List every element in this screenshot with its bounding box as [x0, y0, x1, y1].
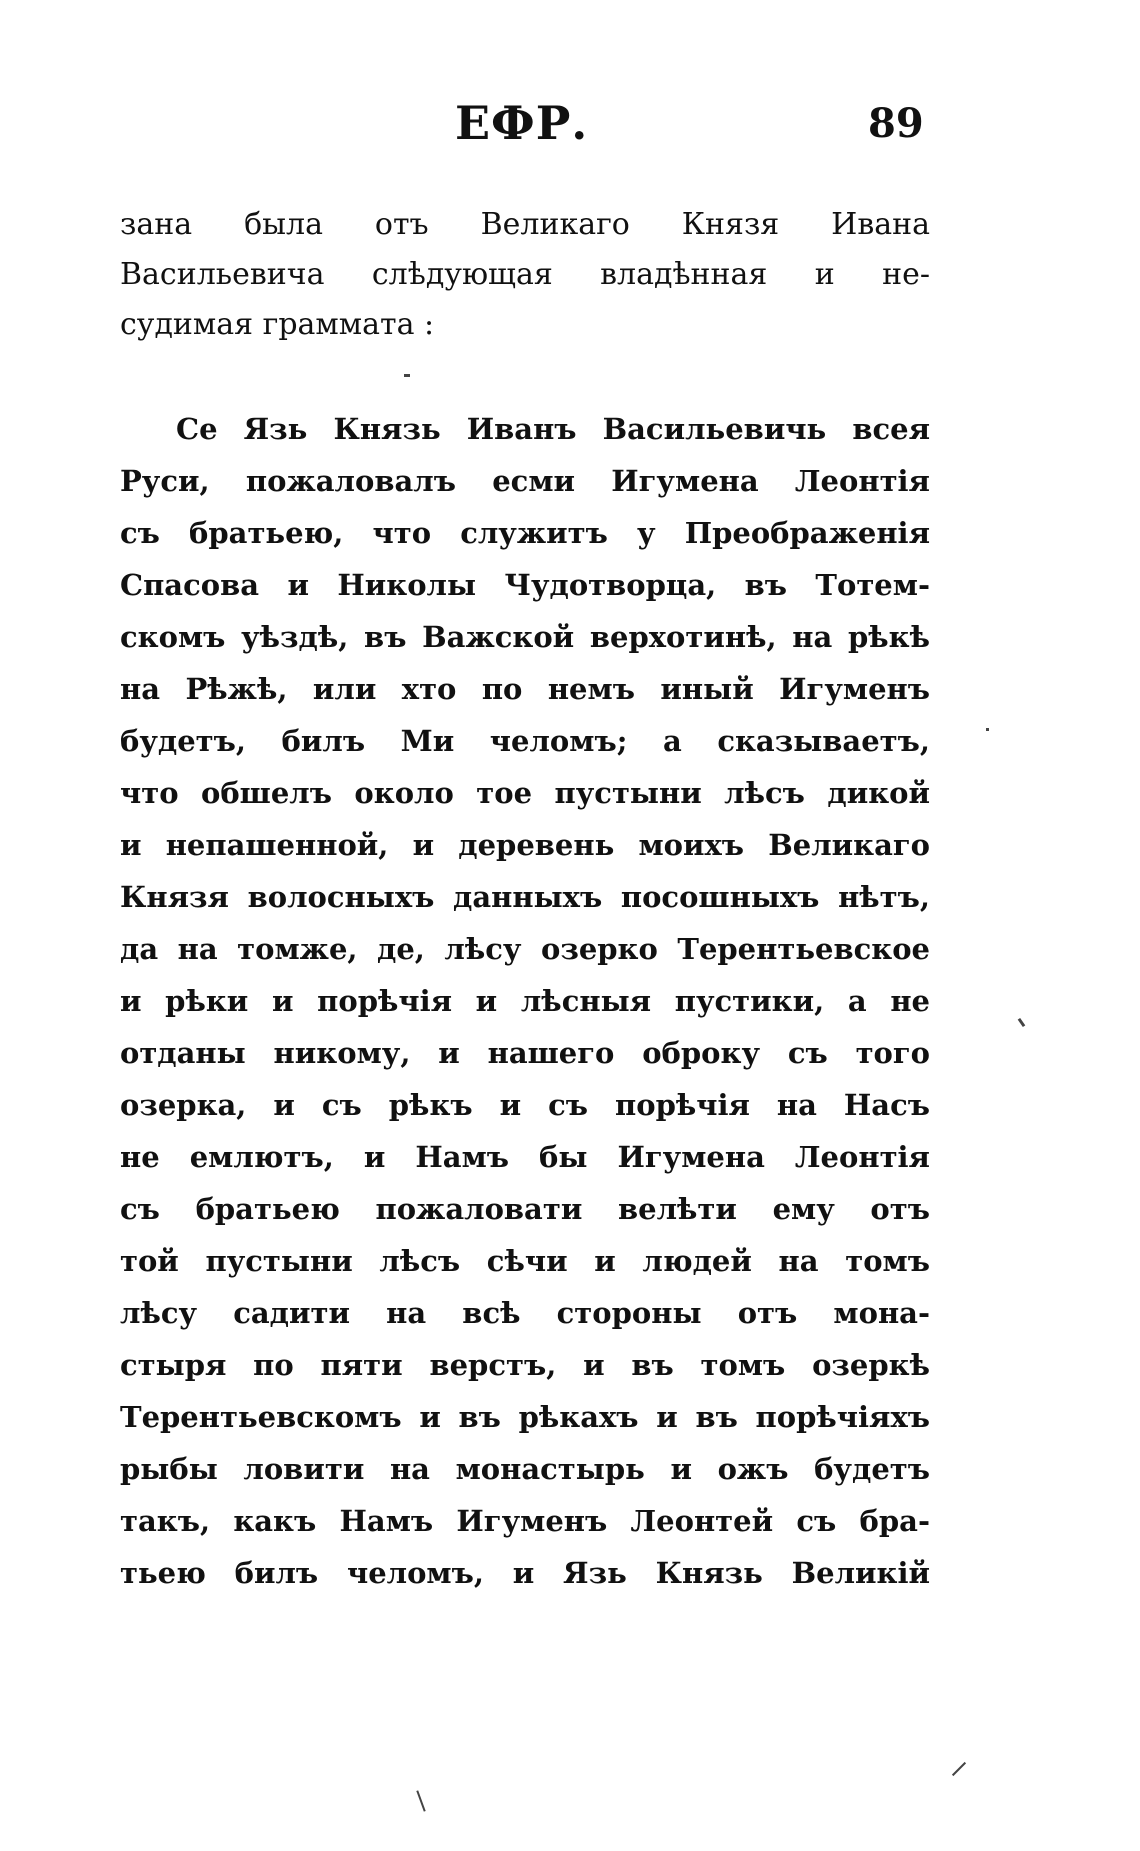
text-line: да на томже, де, лѣсу озерко Терентьевское	[120, 932, 930, 966]
text-line: рыбы ловити на монастырь и ожъ будетъ	[120, 1452, 930, 1486]
ink-speck	[1018, 1018, 1026, 1027]
text-line: отданы никому, и нашего оброку съ того	[120, 1036, 930, 1070]
text-line: Спасова и Николы Чудотворца, въ Тотем-	[120, 568, 930, 602]
ink-speck	[404, 374, 410, 377]
text-line: лѣсу садити на всѣ стороны отъ мона-	[120, 1296, 930, 1330]
ink-speck	[986, 728, 989, 731]
text-line: и непашенной, и деревень моихъ Великаго	[120, 828, 930, 862]
running-head: ЕФР.	[455, 96, 589, 150]
text-line: Васильевича слѣдующая владѣнная и не-	[120, 257, 930, 292]
text-line: не емлютъ, и Намъ бы Игумена Леонтія	[120, 1140, 930, 1174]
text-line: Се Язь Князь Иванъ Васильевичь всея	[176, 412, 930, 446]
page-number: 89	[868, 100, 924, 147]
text-line: на Рѣжѣ, или хто по немъ иный Игуменъ	[120, 672, 930, 706]
text-line: судимая граммата :	[120, 307, 435, 342]
ink-speck	[416, 1790, 425, 1811]
grant-text	[120, 403, 930, 1599]
text-line: Князя волосныхъ данныхъ посошныхъ нѣтъ,	[120, 880, 930, 914]
text-line: и рѣки и порѣчія и лѣсныя пустики, а не	[120, 984, 930, 1018]
text-line: будетъ, билъ Ми челомъ; а сказываетъ,	[120, 724, 930, 758]
text-line: зана была отъ Великаго Князя Ивана	[120, 207, 930, 242]
ink-speck	[952, 1762, 966, 1776]
text-line: стыря по пяти верстъ, и въ томъ озеркѣ	[120, 1348, 930, 1382]
text-line: тьею билъ челомъ, и Язь Князь Великій	[120, 1556, 930, 1590]
intro-paragraph	[120, 200, 930, 350]
text-line: съ братьею, что служитъ у Преображенія	[120, 516, 930, 550]
text-line: что обшелъ около тое пустыни лѣсъ дикой	[120, 776, 930, 810]
text-line: Терентьевскомъ и въ рѣкахъ и въ порѣчіяхъ	[120, 1400, 930, 1434]
text-line: такъ, какъ Намъ Игуменъ Леонтей съ бра-	[120, 1504, 930, 1538]
text-line: съ братьею пожаловати велѣти ему отъ	[120, 1192, 930, 1226]
text-line: озерка, и съ рѣкъ и съ порѣчія на Насъ	[120, 1088, 930, 1122]
text-line: скомъ уѣздѣ, въ Важской верхотинѣ, на рѣкѣ	[120, 620, 930, 654]
text-line: той пустыни лѣсъ сѣчи и людей на томъ	[120, 1244, 930, 1278]
text-line: Руси, пожаловалъ есми Игумена Леонтія	[120, 464, 930, 498]
